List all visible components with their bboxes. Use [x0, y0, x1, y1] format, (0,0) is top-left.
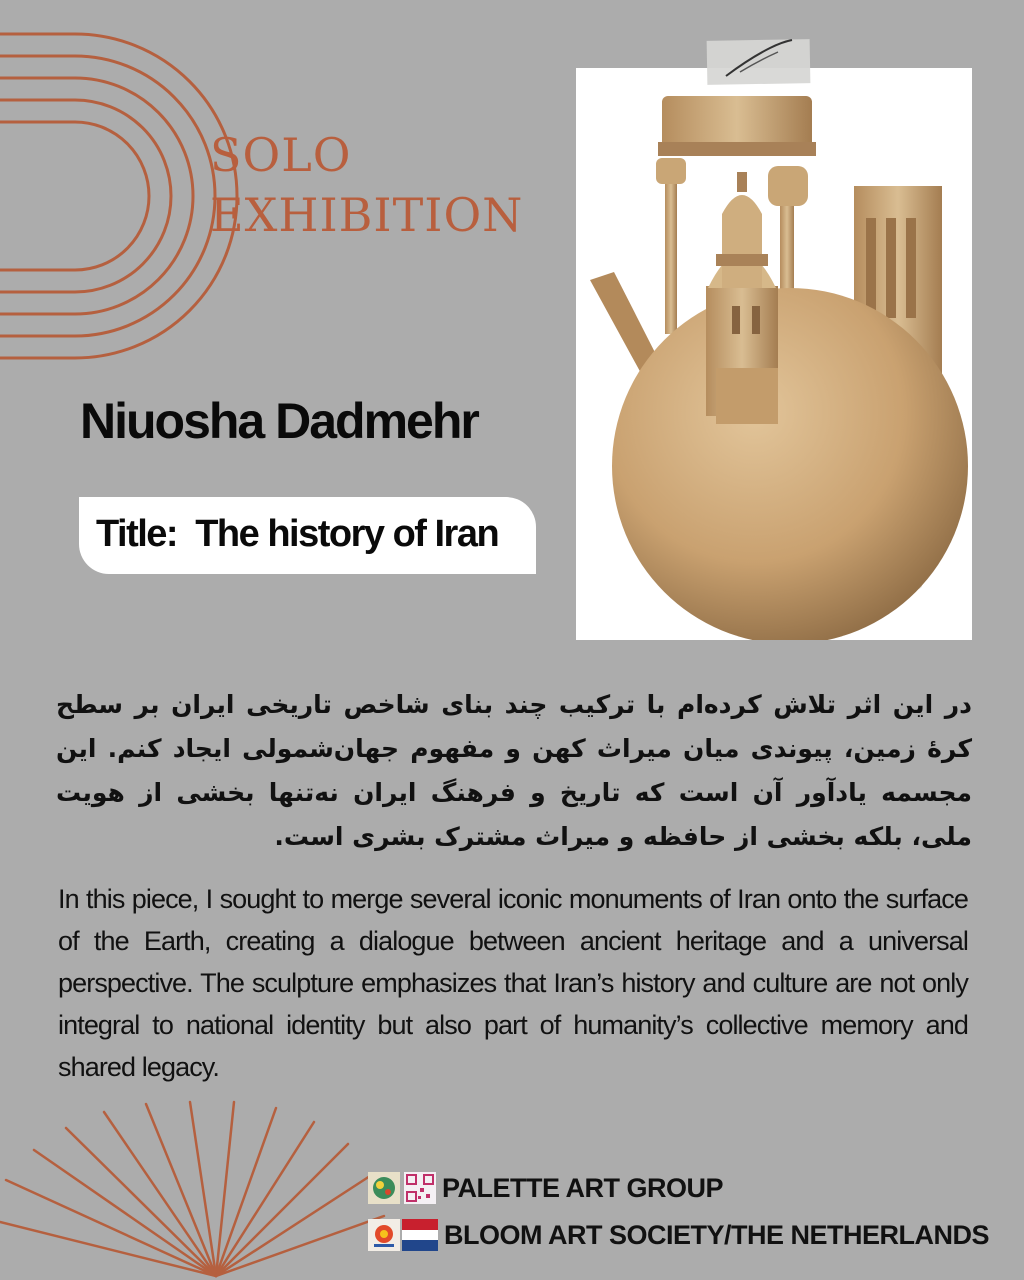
heading-line-exhibition: EXHIBITION	[210, 187, 524, 242]
qr-code-icon	[404, 1172, 436, 1204]
sculpture-photo	[576, 68, 972, 640]
credit-bloom-art-society	[368, 1213, 989, 1257]
credits	[368, 1166, 989, 1260]
heading-line-solo: SOLO	[210, 128, 352, 182]
bloom-logo-icon	[368, 1219, 400, 1251]
description-english: In this piece, I sought to merge several iconic monuments of Iran onto the surface of the Earth, creating a dialogue between ancient heritage and a universal perspective. The sculpture emphasizes that Iran’s history and culture are not only integral to national identity but also part of humanity’s collective memory and shared legacy.	[58, 884, 968, 1082]
artwork-title: Title: The history of Iran	[96, 513, 499, 555]
credit-label: PALETTE ART GROUP	[442, 1172, 723, 1203]
credit-palette-art-group	[368, 1166, 989, 1210]
netherlands-flag-icon	[402, 1219, 438, 1251]
description-persian: در این اثر تلاش کرده‌ام با ترکیب چند بنای شاخص تاریخی ایران بر سطح کرهٔ زمین، پیوندی میان میراث کهن و مفهوم جهان‌شمولی ایجاد کنم. این مجسمه یادآور آن است که تاریخ و فرهنگ ایران نه‌تنها بخشی از هویت ملی، بلکه بخشی از حافظه و میراث مشترک بشری است.	[56, 690, 972, 851]
artist-name: Niuosha Dadmehr	[80, 393, 478, 449]
exhibition-heading	[210, 126, 523, 246]
palette-logo-icon	[368, 1172, 400, 1204]
credit-label: BLOOM ART SOCIETY/THE NETHERLANDS	[444, 1219, 990, 1250]
pin-mark	[720, 36, 800, 80]
